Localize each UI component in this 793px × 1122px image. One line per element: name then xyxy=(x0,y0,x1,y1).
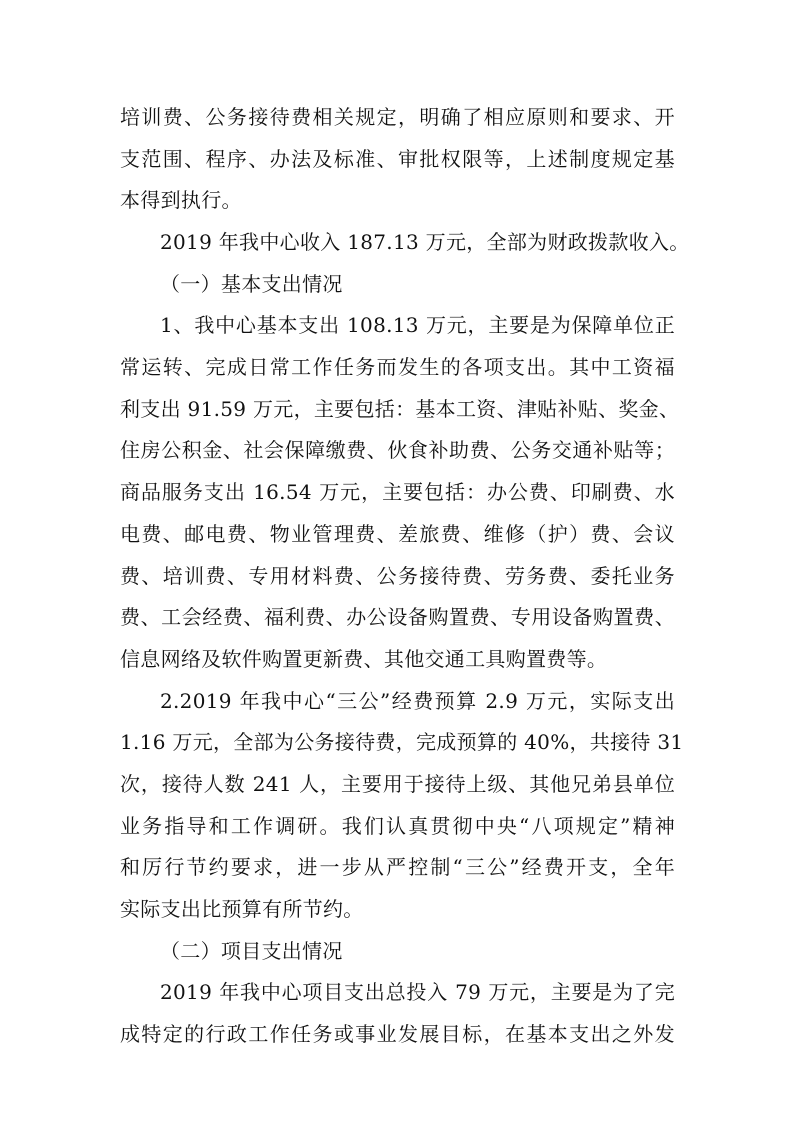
body-text-line: 1、我中心基本支出 108.13 万元，主要是为保障单位正 xyxy=(160,313,675,337)
body-text-line: 利支出 91.59 万元，主要包括：基本工资、津贴补贴、奖金、 xyxy=(120,397,680,421)
body-text-line: 信息网络及软件购置更新费、其他交通工具购置费等。 xyxy=(120,647,608,671)
body-text-line: 2019 年我中心项目支出总投入 79 万元，主要是为了完 xyxy=(160,980,675,1004)
section-heading-basic-expenditure: （一）基本支出情况 xyxy=(160,272,343,296)
section-heading-project-expenditure: （二）项目支出情况 xyxy=(160,939,343,963)
body-text-line: 常运转、完成日常工作任务而发生的各项支出。其中工资福 xyxy=(120,355,675,379)
body-text-line: 费、工会经费、福利费、办公设备购置费、专用设备购置费、 xyxy=(120,605,675,629)
body-text-line: 住房公积金、社会保障缴费、伙食补助费、公务交通补贴等； xyxy=(120,438,675,462)
body-text-line: 电费、邮电费、物业管理费、差旅费、维修（护）费、会议 xyxy=(120,522,675,546)
body-text-line: 业务指导和工作调研。我们认真贯彻中央“八项规定”精神 xyxy=(120,814,675,838)
body-text-line: 成特定的行政工作任务或事业发展目标，在基本支出之外发 xyxy=(120,1022,675,1046)
paragraph-income: 2019 年我中心收入 187.13 万元，全部为财政拨款收入。 xyxy=(160,230,690,254)
body-text-line: 2.2019 年我中心“三公”经费预算 2.9 万元，实际支出 xyxy=(160,689,675,713)
body-text-line: 本得到执行。 xyxy=(120,188,242,212)
body-text-line: 实际支出比预算有所节约。 xyxy=(120,897,364,921)
body-text-line: 和厉行节约要求，进一步从严控制“三公”经费开支，全年 xyxy=(120,855,675,879)
body-text-line: 支范围、程序、办法及标准、审批权限等，上述制度规定基 xyxy=(120,147,675,171)
body-text-line: 次，接待人数 241 人，主要用于接待上级、其他兄弟县单位 xyxy=(120,772,675,796)
body-text-line: 培训费、公务接待费相关规定，明确了相应原则和要求、开 xyxy=(120,105,675,129)
body-text-line: 1.16 万元，全部为公务接待费，完成预算的 40%，共接待 31 xyxy=(120,730,684,754)
body-text-line: 商品服务支出 16.54 万元，主要包括：办公费、印刷费、水 xyxy=(120,480,675,504)
body-text-line: 费、培训费、专用材料费、公务接待费、劳务费、委托业务 xyxy=(120,564,675,588)
